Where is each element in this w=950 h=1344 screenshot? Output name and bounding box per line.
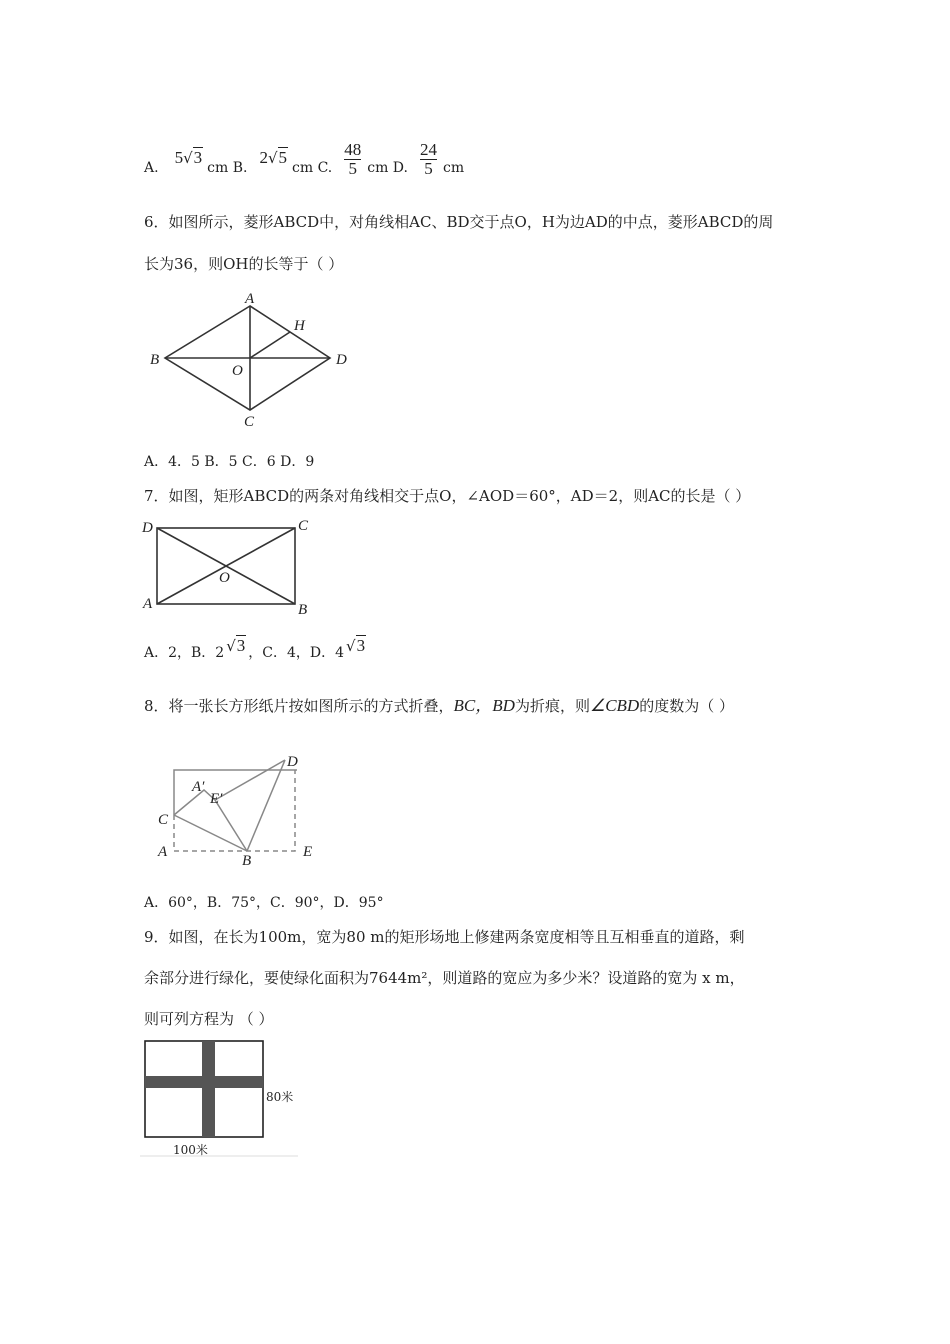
q5-option-c-unit: cm D.: [367, 160, 408, 176]
q8-text: [144, 696, 734, 716]
q7-option-a-b: A．2，B．2: [144, 645, 225, 661]
q7-option-b-radical: √3: [226, 636, 246, 655]
label-o: O: [232, 363, 243, 379]
q9-road-figure: [140, 1036, 305, 1162]
q5-option-b-unit: cm C.: [292, 160, 333, 176]
q5-option-b-value: 2√5: [259, 148, 287, 167]
q9-text-line2: 余部分进行绿化，要使绿化面积为7644m²，则道路的宽应为多少米？设道路的宽为 x m，: [144, 969, 745, 987]
q9-text-line1: 9．如图，在长为100m，宽为80 m的矩形场地上修建两条宽度相等且互相垂直的道路，剩: [144, 928, 745, 946]
q9-text-line3: 则可列方程为 （ ）: [144, 1010, 274, 1028]
q7-text: 7．如图，矩形ABCD的两条对角线相交于点O，∠AOD＝60°，AD＝2，则AC的长是（ ）: [144, 487, 751, 505]
q8-options: A．60°，B．75°，C．90°，D．95°: [144, 895, 384, 911]
q8-text-mid: 为折痕，则: [514, 697, 590, 715]
q7-option-d-radical: √3: [346, 636, 366, 655]
q8-text-pre: 8．将一张长方形纸片按如图所示的方式折叠，: [144, 697, 454, 715]
label-d: D: [336, 352, 347, 368]
q5-options: [144, 126, 464, 182]
label-length-100: 100米: [173, 1143, 208, 1157]
label-e-prime: E′: [210, 791, 223, 807]
q5-option-a-label: A.: [144, 160, 159, 176]
label-width-80: 80米: [266, 1090, 294, 1104]
label-a: A: [143, 596, 153, 612]
q8-fold-figure: [152, 748, 332, 872]
q7-option-c-d: ，C．4，D．4: [248, 645, 345, 661]
q5-option-c-fraction: $\frac{48}{5}$: [344, 140, 362, 178]
label-o: O: [219, 570, 230, 586]
q5-option-d-fraction: $\frac{24}{5}$: [419, 140, 437, 178]
q8-text-post: 的度数为（ ）: [639, 697, 734, 715]
q7-options: [144, 636, 368, 662]
label-b: B: [298, 602, 308, 618]
label-c: C: [298, 518, 309, 534]
label-a: A: [245, 291, 255, 307]
fold-edge: [215, 760, 285, 800]
q5-option-a-unit: cm B.: [207, 160, 248, 176]
q6-text-line2: 长为36，则OH的长等于（ ）: [144, 255, 344, 273]
label-c: C: [158, 812, 169, 828]
q8-math-creases: BC，BD: [453, 696, 515, 715]
label-h: H: [294, 318, 305, 334]
label-d: D: [287, 754, 298, 770]
label-b: B: [150, 352, 160, 368]
segment-oh: [250, 332, 290, 358]
q6-options: A．4．5 B．5 C．6 D．9: [144, 454, 315, 470]
label-d: D: [142, 520, 153, 536]
vertical-road: [202, 1041, 215, 1137]
label-b: B: [242, 853, 252, 869]
q5-option-d-unit: cm: [442, 160, 465, 176]
q5-option-a-value: 5√3: [174, 148, 203, 167]
q6-rhombus-figure: [140, 286, 360, 432]
q8-math-angle: ∠CBD: [589, 696, 640, 715]
label-e: E: [303, 844, 313, 860]
q6-text-line1: 6．如图所示，菱形ABCD中，对角线相AC、BD交于点O，H为边AD的中点，菱形ABCD的周: [144, 213, 774, 231]
crease-bd: [247, 760, 285, 851]
q7-rectangle-figure: [140, 514, 320, 618]
label-a-prime: A′: [192, 779, 205, 795]
label-c: C: [244, 414, 255, 430]
label-a: A: [158, 844, 168, 860]
